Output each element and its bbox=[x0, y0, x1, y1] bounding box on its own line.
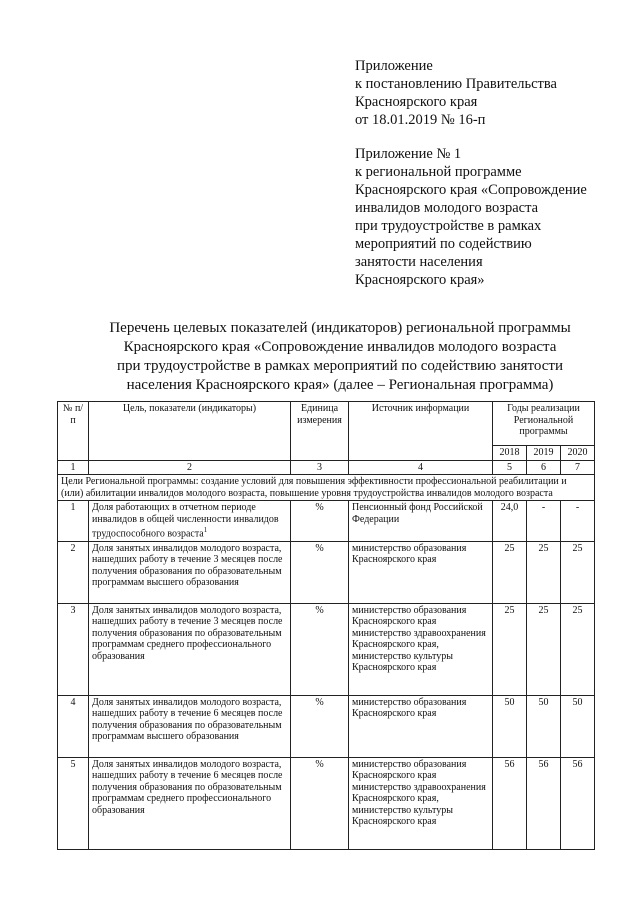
appendix-line: Приложение № 1 bbox=[355, 146, 462, 162]
column-number: 2 bbox=[89, 460, 291, 475]
appendix-line: при трудоустройстве в рамках bbox=[355, 218, 542, 234]
row-source: министерство образования Красноярского края bbox=[349, 695, 493, 757]
header-year: 2018 bbox=[493, 446, 527, 461]
column-number: 4 bbox=[349, 460, 493, 475]
indicator-text: Доля работающих в отчетном периоде инвалидов в общей численности инвалидов трудоспособного возраста bbox=[92, 502, 279, 540]
appendix-line: Красноярского края «Сопровождение bbox=[355, 182, 587, 198]
row-number: 1 bbox=[58, 501, 89, 542]
row-value-2019: 50 bbox=[527, 695, 561, 757]
row-source: министерство образования Красноярского края bbox=[349, 541, 493, 603]
table-row bbox=[58, 603, 595, 695]
column-number: 1 bbox=[58, 460, 89, 475]
row-unit: % bbox=[291, 603, 349, 695]
row-source: Пенсионный фонд Российской Федерации bbox=[349, 501, 493, 542]
indicators-table bbox=[57, 401, 595, 850]
row-indicator bbox=[89, 501, 291, 542]
row-unit: % bbox=[291, 695, 349, 757]
header-indicator: Цель, показатели (индикаторы) bbox=[89, 402, 291, 461]
document-title bbox=[60, 319, 620, 395]
row-value-2018: 25 bbox=[493, 603, 527, 695]
appendix-program bbox=[355, 145, 587, 289]
row-value-2018: 25 bbox=[493, 541, 527, 603]
column-number: 6 bbox=[527, 460, 561, 475]
header-num: № п/п bbox=[58, 402, 89, 461]
row-value-2019: - bbox=[527, 501, 561, 542]
appendix-line: к региональной программе bbox=[355, 164, 522, 180]
row-value-2018: 56 bbox=[493, 757, 527, 849]
appendix-line: инвалидов молодого возраста bbox=[355, 200, 539, 216]
row-value-2019: 25 bbox=[527, 541, 561, 603]
row-number: 5 bbox=[58, 757, 89, 849]
row-value-2018: 24,0 bbox=[493, 501, 527, 542]
appendix-line: Красноярского края» bbox=[355, 272, 485, 288]
appendix-line: к постановлению Правительства bbox=[355, 76, 557, 92]
row-indicator: Доля занятых инвалидов молодого возраста, нашедших работу в течение 3 месяцев после получения образования по образовательным программам среднего профессионального образования bbox=[89, 603, 291, 695]
appendix-resolution bbox=[355, 57, 557, 129]
row-number: 3 bbox=[58, 603, 89, 695]
row-unit: % bbox=[291, 541, 349, 603]
row-indicator: Доля занятых инвалидов молодого возраста, нашедших работу в течение 3 месяцев после получения образования по образовательным программам высшего образования bbox=[89, 541, 291, 603]
title-line: Красноярского края «Сопровождение инвалидов молодого возраста bbox=[123, 339, 557, 355]
appendix-line: Приложение bbox=[355, 58, 433, 74]
table-row bbox=[58, 757, 595, 849]
row-indicator: Доля занятых инвалидов молодого возраста, нашедших работу в течение 6 месяцев после получения образования по образовательным программам среднего профессионального образования bbox=[89, 757, 291, 849]
header-row bbox=[58, 402, 595, 446]
appendix-line: Красноярского края bbox=[355, 94, 478, 110]
row-unit: % bbox=[291, 757, 349, 849]
row-source: министерство образования Красноярского края министерство здравоохранения Красноярского края, министерство культуры Красноярского края bbox=[349, 757, 493, 849]
row-indicator: Доля занятых инвалидов молодого возраста, нашедших работу в течение 6 месяцев после получения образования по образовательным программам высшего образования bbox=[89, 695, 291, 757]
row-value-2018: 50 bbox=[493, 695, 527, 757]
title-line: при трудоустройстве в рамках мероприятий по содействию занятости bbox=[117, 358, 563, 374]
appendix-line: занятости населения bbox=[355, 254, 483, 270]
row-value-2019: 25 bbox=[527, 603, 561, 695]
title-line: населения Красноярского края» (далее – Региональная программа) bbox=[126, 377, 554, 393]
appendix-line: от 18.01.2019 № 16-п bbox=[355, 112, 486, 128]
row-value-2020: 25 bbox=[561, 541, 595, 603]
appendix-line: мероприятий по содействию bbox=[355, 236, 532, 252]
header-source: Источник информации bbox=[349, 402, 493, 461]
title-line: Перечень целевых показателей (индикаторов) региональной программы bbox=[109, 320, 571, 336]
row-source: министерство образования Красноярского края министерство здравоохранения Красноярского края, министерство культуры Красноярского края bbox=[349, 603, 493, 695]
goal-row bbox=[58, 475, 595, 501]
table-row bbox=[58, 541, 595, 603]
row-value-2020: - bbox=[561, 501, 595, 542]
row-unit: % bbox=[291, 501, 349, 542]
footnote-mark: 1 bbox=[203, 526, 208, 534]
header-years-group: Годы реализации Региональной программы bbox=[493, 402, 595, 446]
row-number: 4 bbox=[58, 695, 89, 757]
header-year: 2019 bbox=[527, 446, 561, 461]
column-number: 5 bbox=[493, 460, 527, 475]
column-number: 3 bbox=[291, 460, 349, 475]
row-value-2020: 25 bbox=[561, 603, 595, 695]
row-value-2019: 56 bbox=[527, 757, 561, 849]
table-row bbox=[58, 695, 595, 757]
row-value-2020: 50 bbox=[561, 695, 595, 757]
header-unit: Единица измерения bbox=[291, 402, 349, 461]
table-row bbox=[58, 501, 595, 542]
column-number-row bbox=[58, 460, 595, 475]
goal-text: Цели Региональной программы: создание условий для повышения эффективности профессиональной реабилитации и (или) абилитации инвалидов молодого возраста, повышение уровня трудоустройства инвалидов молодого возраста bbox=[58, 475, 595, 501]
header-year: 2020 bbox=[561, 446, 595, 461]
row-value-2020: 56 bbox=[561, 757, 595, 849]
row-number: 2 bbox=[58, 541, 89, 603]
column-number: 7 bbox=[561, 460, 595, 475]
